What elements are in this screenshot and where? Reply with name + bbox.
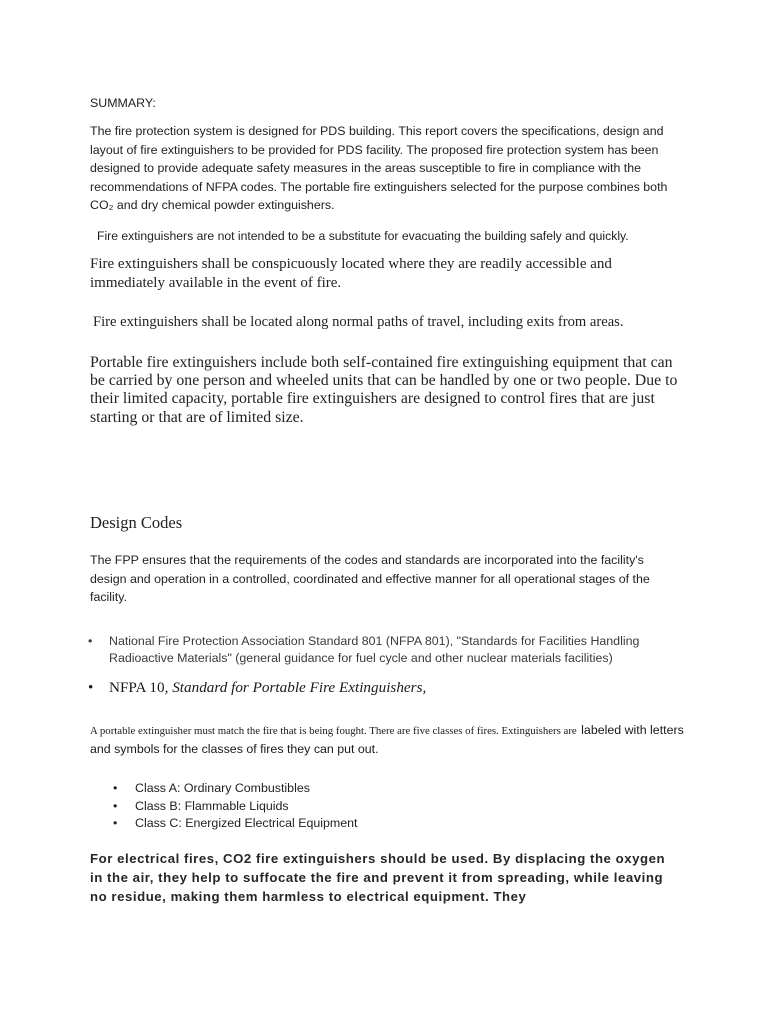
bullet-icon: • [113, 798, 118, 813]
list-item [113, 780, 535, 798]
design-codes-heading: Design Codes [90, 513, 183, 532]
summary-heading: SUMMARY: [90, 96, 156, 110]
list-item-text: Class B: Flammable Liquids [135, 798, 289, 813]
list-item [113, 815, 535, 833]
match-paragraph-part1: A portable extinguisher must match the fire that is being fought. There are five classes of fires. Extinguishers are [90, 725, 577, 737]
fpp-paragraph: The FPP ensures that the requirements of the codes and standards are incorporated into the facility's design and operation in a controlled, coordinated and effective manner for all operational stages of the facility. [90, 553, 650, 605]
list-item-text: Class C: Energized Electrical Equipment [135, 816, 358, 830]
list-item [88, 633, 669, 667]
bullet-icon: • [113, 816, 118, 830]
match-paragraph-part2: labeled with letters and symbols for the classes of fires they can put out. [90, 723, 684, 756]
list-item-prefix: NFPA 10, [109, 679, 169, 696]
conspicuous-paragraph: Fire extinguishers shall be conspicuously located where they are readily accessible and immediately available in the event of fire. [90, 256, 612, 291]
bullet-icon: • [113, 781, 118, 795]
electrical-fires-paragraph: For electrical fires, CO2 fire extinguishers should be used. By displacing the oxygen in the air, they help to suffocate the fire and prevent it from spreading, while leaving no residue, making them harmless to electrical equipment. They [90, 851, 666, 904]
list-item [113, 798, 535, 816]
list-item [88, 678, 669, 697]
list-item-text: Class A: Ordinary Combustibles [135, 781, 310, 795]
substitute-paragraph: Fire extinguishers are not intended to be a substitute for evacuating the building safely and quickly. [97, 229, 629, 243]
bullet-icon: • [88, 679, 94, 696]
fire-classes-list [113, 780, 535, 833]
list-item-italic: Standard for Portable Fire Extinguishers, [172, 679, 427, 696]
portable-paragraph: Portable fire extinguishers include both self-contained fire extinguishing equipment that can be carried by one person and wheeled units that can be handled by one or two people. Due to their limited capacity, portable fire extinguishers are designed to control fires that are just starting or that are of limited size. [90, 354, 678, 426]
list-item-text: National Fire Protection Association Standard 801 (NFPA 801), "Standards for Facilities Handling Radioactive Materials" (general guidance for fuel cycle and other nuclear materials facilities) [109, 634, 640, 665]
match-paragraph [90, 721, 690, 758]
paths-paragraph: Fire extinguishers shall be located along normal paths of travel, including exits from areas. [93, 314, 624, 330]
intro-paragraph: The fire protection system is designed for PDS building. This report covers the specifications, design and layout of fire extinguishers to be provided for PDS facility. The proposed fire protection system has been designed to provide adequate safety measures in the areas susceptible to fire in compliance with the recommendations of NFPA codes. The portable fire extinguishers selected for the purpose combines both CO₂ and dry chemical powder extinguishers. [90, 124, 668, 213]
codes-list [88, 633, 669, 697]
bullet-icon: • [88, 634, 93, 648]
